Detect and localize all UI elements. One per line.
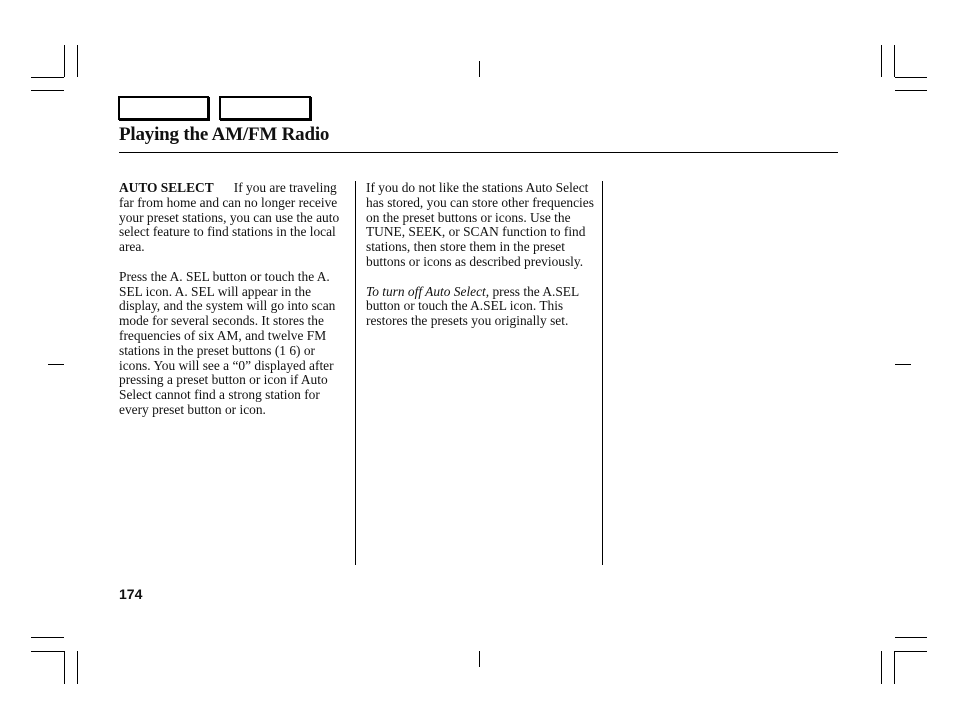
text-column-1	[119, 181, 349, 433]
nav-tab-box-2[interactable]	[219, 96, 311, 120]
crop-mark	[48, 364, 64, 365]
page-title: Playing the AM/FM Radio	[119, 124, 330, 145]
crop-mark	[479, 651, 480, 667]
column-divider-2	[602, 181, 603, 565]
crop-mark	[895, 364, 911, 365]
crop-mark	[894, 45, 895, 77]
crop-mark	[31, 77, 64, 78]
crop-mark	[77, 651, 78, 684]
crop-mark	[77, 45, 78, 77]
crop-mark	[895, 637, 927, 638]
turn-off-body: press the A.SEL button or touch the A.SEL icon. This restores the presets you originally set.	[366, 283, 579, 329]
page-number: 174	[119, 586, 143, 602]
crop-mark	[894, 651, 895, 684]
turn-off-lead: To turn off Auto Select,	[366, 283, 490, 299]
text-column-2	[366, 181, 594, 344]
title-rule	[119, 152, 838, 153]
crop-mark	[881, 45, 882, 77]
nav-tab-box-1[interactable]	[118, 96, 209, 120]
crop-mark	[881, 651, 882, 684]
column-divider-1	[355, 181, 356, 565]
crop-mark	[895, 77, 927, 78]
crop-mark	[479, 61, 480, 77]
crop-mark	[31, 637, 64, 638]
auto-select-heading: AUTO SELECT	[119, 180, 214, 195]
store-other-paragraph: If you do not like the stations Auto Select has stored, you can store other frequencies on the preset buttons or icons. Use the TUNE, SEEK, or SCAN function to find stations, then store them in the preset buttons or icons as described previously.	[366, 180, 594, 269]
crop-mark	[895, 651, 927, 652]
auto-select-body: If you are traveling far from home and can no longer receive your preset stations, you can use the auto select feature to find stations in the local area.	[119, 180, 340, 255]
press-asel-paragraph: Press the A. SEL button or touch the A. SEL icon. A. SEL will appear in the display, and the system will go into scan mode for several seconds. It stores the frequencies of six AM, and twelve FM stations in the preset buttons (1 6) or icons. You will see a “0” displayed after pressing a preset button or icon if Auto Select cannot find a strong station for every preset button or icon.	[119, 268, 336, 417]
crop-mark	[31, 90, 64, 91]
crop-mark	[895, 90, 927, 91]
crop-mark	[64, 651, 65, 684]
auto-select-paragraph	[119, 181, 349, 255]
turn-off-paragraph	[366, 285, 594, 329]
crop-mark	[64, 45, 65, 77]
crop-mark	[31, 651, 64, 652]
